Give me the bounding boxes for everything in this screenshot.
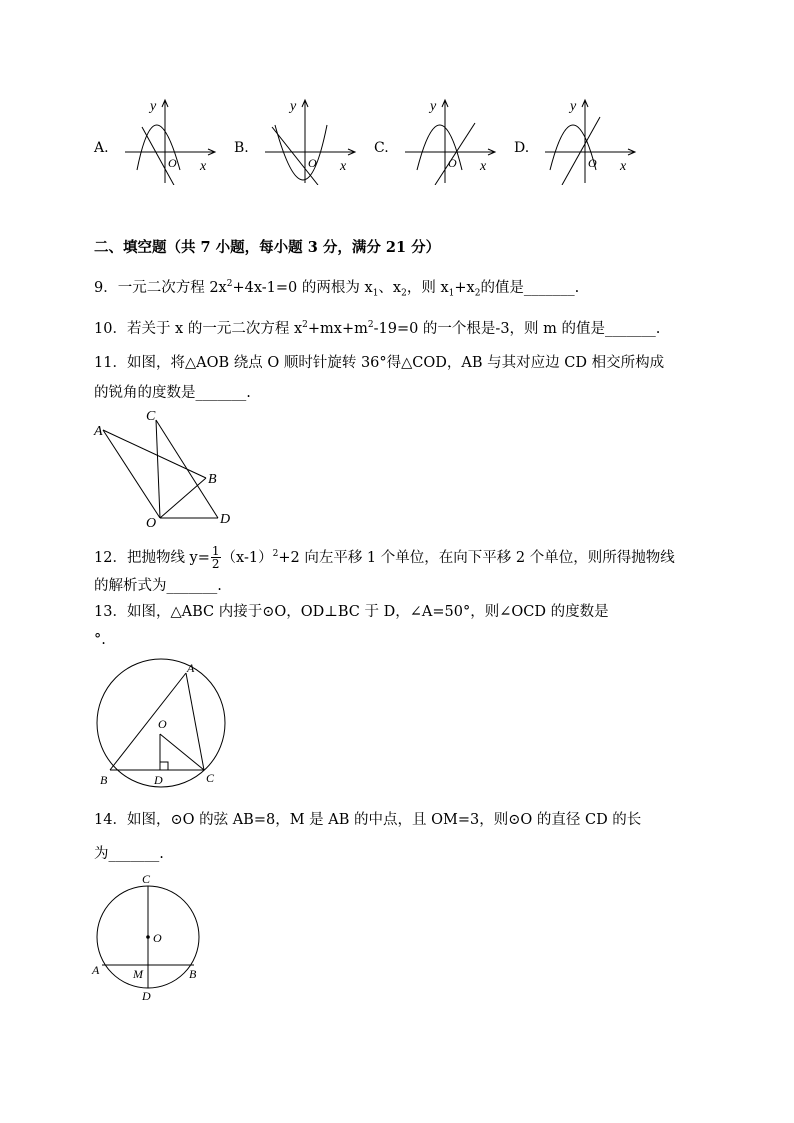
fraction: $\frac{1}{2}$	[211, 544, 220, 572]
option-c-graph	[400, 95, 500, 185]
point-b-label: B	[100, 773, 108, 787]
svg-text:O: O	[308, 156, 317, 170]
point-c-label: C	[142, 872, 151, 886]
point-c-label: C	[206, 771, 215, 785]
point-a-label: A	[94, 424, 103, 439]
option-d-label: D.	[514, 140, 530, 156]
svg-text:x: x	[340, 159, 347, 174]
svg-text:x: x	[480, 159, 487, 174]
point-b-label: B	[189, 967, 197, 981]
axis-x-label: x	[200, 159, 207, 174]
option-a-graph	[120, 95, 220, 185]
question-14-line1: 14．如图，⊙O 的弦 AB=8，M 是 AB 的中点，且 OM=3，则⊙O 的直径 CD 的长	[94, 812, 642, 828]
question-13-line1: 13．如图，△ABC 内接于⊙O，OD⊥BC 于 D，∠A=50°，则∠OCD 的度数是	[94, 604, 609, 620]
svg-text:x: x	[620, 159, 627, 174]
question-12-line2: 的解析式为_______.	[94, 578, 222, 594]
option-b-label: B.	[234, 140, 249, 156]
figure-14	[88, 870, 218, 1005]
question-14-line2: 为_______.	[94, 846, 164, 862]
section-title: 二、填空题（共 7 小题，每小题 3 分，满分 21 分）	[94, 239, 441, 256]
point-a-label: A	[92, 963, 100, 977]
svg-text:O: O	[588, 156, 597, 170]
point-b-label: B	[208, 472, 217, 487]
question-12-line1: 12．把抛物线 y= $\frac{1}{2}$ $(x-1)^2+2$ 向左平移 1 个单位，在向下平移 2 个单位，则所得抛物线	[94, 544, 675, 572]
svg-text:O: O	[448, 156, 457, 170]
option-a-label: A.	[94, 140, 109, 156]
svg-text:y: y	[290, 99, 297, 114]
figure-13	[88, 658, 248, 793]
question-9: 9．一元二次方程 $2x^2+4x-1=0$ 的两根为 $x_1$、$x_2$，则 $x_1+x_2$的值是_______.	[94, 279, 580, 299]
svg-text:y: y	[430, 99, 437, 114]
point-o-label: O	[158, 717, 167, 731]
question-11-line1: 11．如图，将△AOB 绕点 O 顺时针旋转 36°得△COD，AB 与其对应边 CD 相交所构成	[94, 355, 665, 371]
point-d-label: D	[142, 989, 151, 1003]
point-d-label: D	[154, 773, 163, 787]
question-11-line2: 的锐角的度数是_______.	[94, 385, 251, 401]
option-b-graph	[260, 95, 360, 185]
point-a-label: A	[187, 661, 195, 675]
origin-label: O	[168, 156, 177, 170]
point-o-label: O	[153, 931, 162, 945]
question-13-line2: °.	[94, 632, 106, 648]
point-d-label: D	[220, 512, 231, 527]
option-c-label: C.	[374, 140, 389, 156]
figure-11	[88, 405, 248, 535]
question-10: 10．若关于 x 的一元二次方程 $x^2+mx+m^2-19=0$ 的一个根是-3，则 m 的值是_______.	[94, 320, 661, 337]
point-c-label: C	[146, 409, 156, 424]
option-d-graph	[540, 95, 640, 185]
point-o-label: O	[146, 516, 157, 531]
point-m-label: M	[133, 967, 143, 981]
axis-y-label: y	[150, 99, 157, 114]
svg-text:y: y	[570, 99, 577, 114]
